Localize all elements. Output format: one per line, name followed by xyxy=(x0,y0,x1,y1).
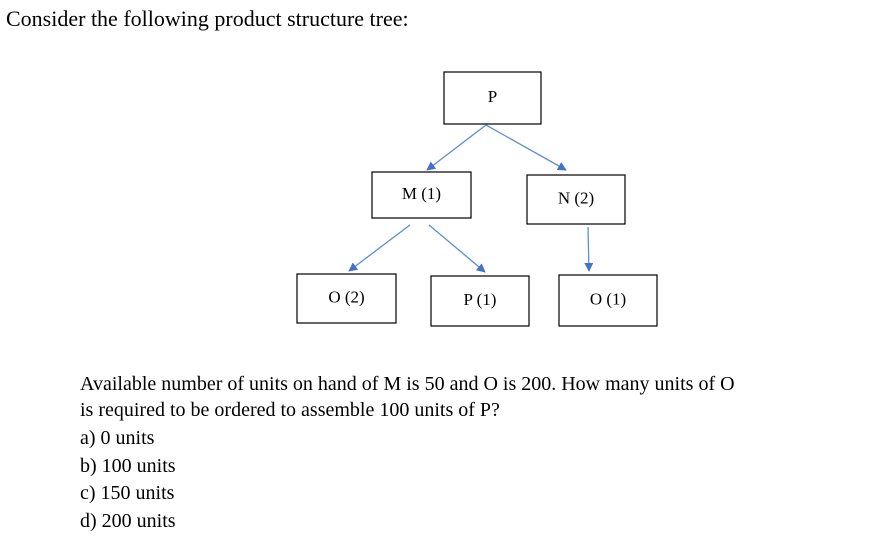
node-m-label: M (1) xyxy=(401,183,442,203)
option-d-text: 200 units xyxy=(101,509,176,532)
option-a xyxy=(80,425,176,453)
question-line-2: is required to be ordered to assemble 100 units of P? xyxy=(80,399,500,421)
option-d-letter: d) xyxy=(80,509,97,532)
node-m xyxy=(372,172,471,218)
node-p-under-m-label: P (1) xyxy=(463,289,497,309)
node-o-under-m-label: O (2) xyxy=(328,287,365,307)
node-o-under-n-label: O (1) xyxy=(589,289,627,309)
node-o-under-m xyxy=(297,274,396,323)
node-p-under-m xyxy=(431,276,529,326)
intro-text: Consider the following product structure tree: xyxy=(6,6,409,31)
edge-p-to-n xyxy=(486,125,566,170)
edge-m-to-p xyxy=(429,225,485,272)
node-p-root-label: P xyxy=(487,86,498,106)
option-b xyxy=(80,453,176,481)
option-a-text: 0 units xyxy=(100,427,155,449)
option-b-letter: b) xyxy=(80,454,97,477)
question-text xyxy=(80,371,880,423)
node-p-root xyxy=(444,72,541,124)
edge-n-to-o xyxy=(588,227,589,271)
edge-p-to-m xyxy=(427,125,486,170)
node-o-under-n xyxy=(559,275,657,326)
option-d xyxy=(80,508,176,536)
node-n-label: N (2) xyxy=(557,188,595,208)
option-c-text: 150 units xyxy=(100,482,175,504)
node-n xyxy=(527,175,625,224)
option-b-text: 100 units xyxy=(101,454,176,477)
option-a-letter: a) xyxy=(80,427,96,449)
option-c xyxy=(80,480,176,508)
question-line-1: Available number of units on hand of M is 50 and O is 200. How many units of O xyxy=(80,373,735,395)
edge-m-to-o xyxy=(349,225,410,271)
option-c-letter: c) xyxy=(80,482,96,504)
answer-options xyxy=(80,425,176,535)
